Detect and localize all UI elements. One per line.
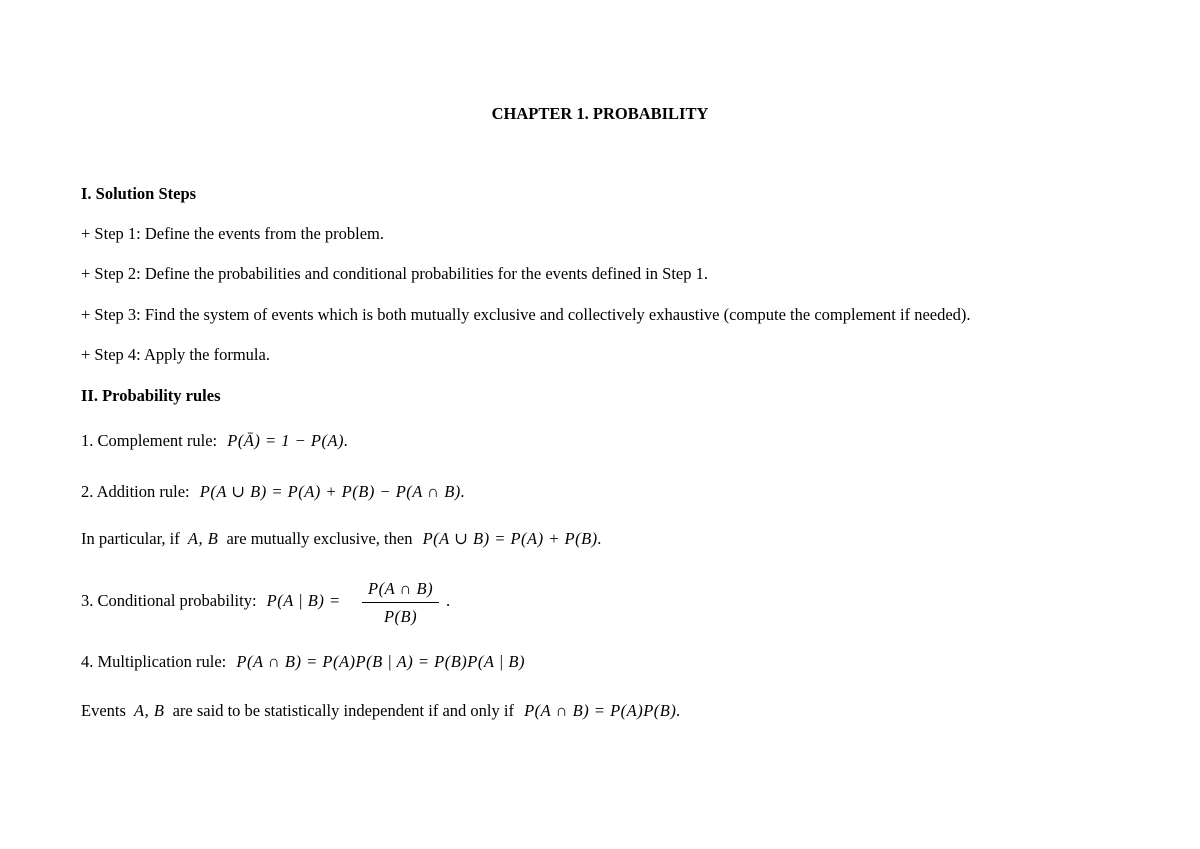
addition-rule-formula: P(A ∪ B) = P(A) + P(B) − P(A ∩ B).: [199, 482, 466, 501]
step-1: + Step 1: Define the events from the problem.: [81, 224, 385, 243]
fraction-bar: [362, 602, 439, 603]
section-heading-solution-steps: I. Solution Steps: [81, 184, 197, 203]
step-2: + Step 2: Define the probabilities and conditional probabilities for the events defined in Step 1.: [81, 264, 708, 283]
note-vars: A, B: [187, 529, 219, 548]
conditional-probability: [81, 593, 341, 610]
fraction-numerator: P(A ∩ B): [368, 579, 434, 598]
addition-rule: [81, 484, 465, 501]
independence-text-after: are said to be statistically independent if and only if: [172, 701, 514, 720]
independence-vars: A, B: [134, 701, 165, 720]
complement-rule: [81, 433, 349, 450]
fraction-denominator: P(B): [383, 607, 418, 626]
complement-rule-formula: P(Ā) = 1 − P(A).: [227, 431, 349, 450]
conditional-fraction: [362, 579, 439, 627]
mutually-exclusive-note: [81, 531, 602, 548]
note-formula: P(A ∪ B) = P(A) + P(B).: [422, 529, 603, 548]
independence-formula: P(A ∩ B) = P(A)P(B).: [524, 701, 681, 720]
multiplication-rule: [81, 654, 525, 671]
complement-rule-label: 1. Complement rule:: [81, 431, 218, 450]
step-3: + Step 3: Find the system of events which is both mutually exclusive and collectively exhaustive (compute the complement if needed).: [81, 305, 971, 324]
note-text-before: In particular, if: [81, 529, 180, 548]
page-title: CHAPTER 1. PROBABILITY: [491, 104, 709, 123]
independence-statement: [81, 703, 681, 720]
addition-rule-label: 2. Addition rule:: [81, 482, 190, 501]
step-4: + Step 4: Apply the formula.: [81, 345, 270, 364]
conditional-lhs: P(A | B) =: [266, 591, 341, 610]
multiplication-rule-formula: P(A ∩ B) = P(A)P(B | A) = P(B)P(A | B): [236, 652, 525, 671]
note-text-after: are mutually exclusive, then: [226, 529, 413, 548]
section-heading-probability-rules: II. Probability rules: [81, 386, 221, 405]
multiplication-rule-label: 4. Multiplication rule:: [81, 652, 227, 671]
independence-text-before: Events: [81, 701, 126, 720]
conditional-label: 3. Conditional probability:: [81, 591, 257, 610]
conditional-end: .: [446, 591, 451, 610]
